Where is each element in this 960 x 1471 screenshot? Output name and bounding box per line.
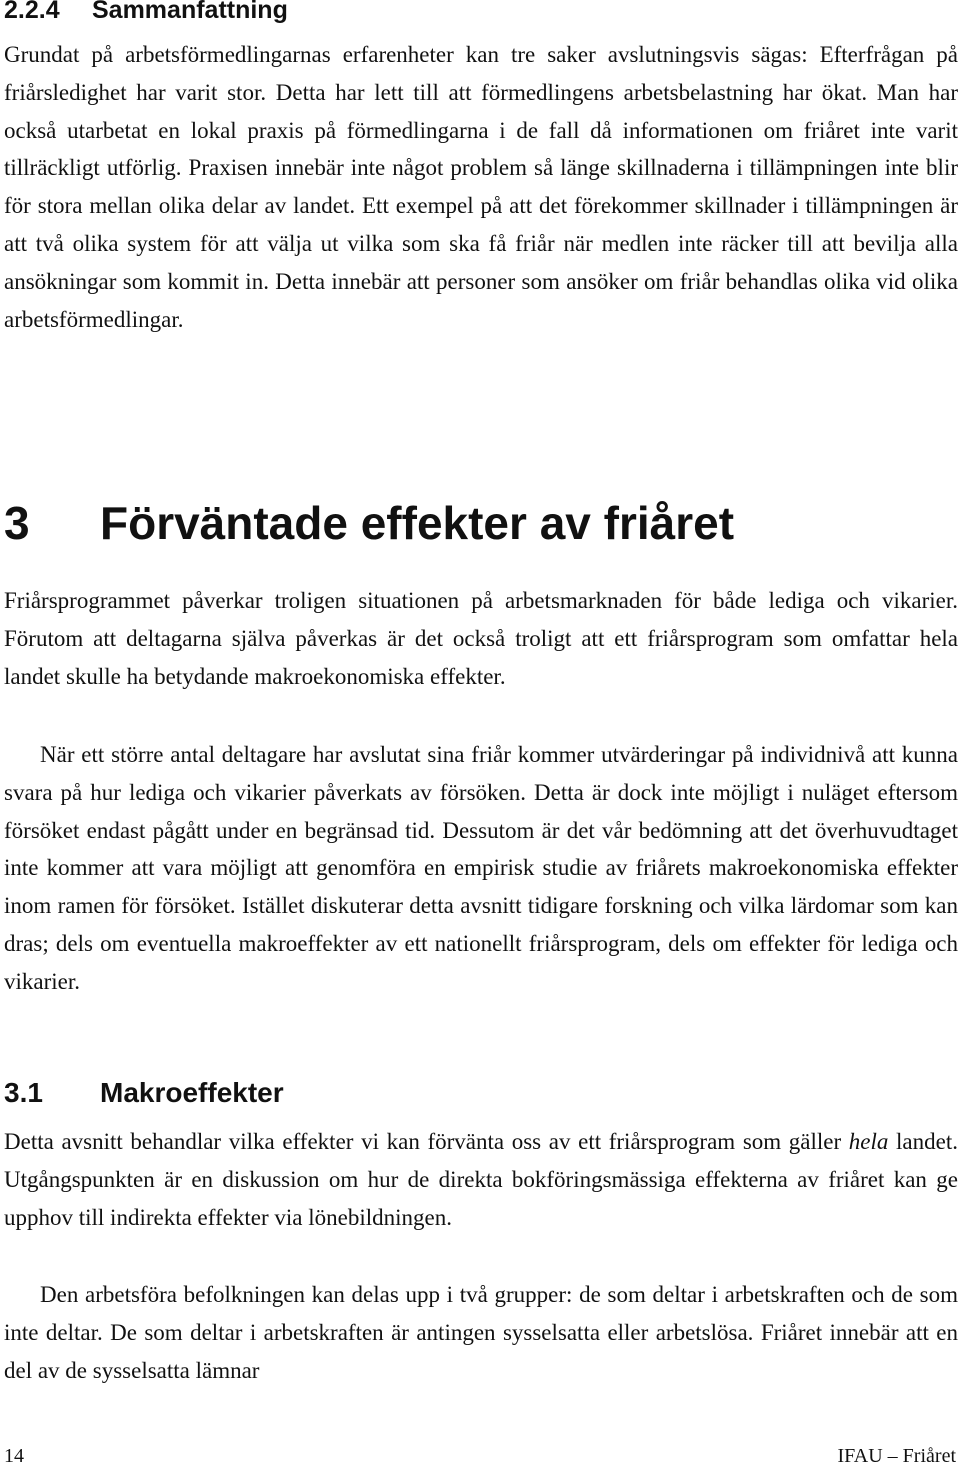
chapter-heading-3 (4, 497, 735, 549)
section-title: Makroeffekter (100, 1077, 284, 1108)
running-footer-title: IFAU – Friåret (837, 1445, 956, 1467)
section-number: 3.1 (4, 1077, 43, 1108)
chapter-paragraph-1: Friårsprogrammet påverkar troligen situationen på arbetsmarknaden för både lediga och vikarier. Förutom att deltagarna själva påverkas är det också troligt att ett friårsprogram som omfattar hela landet skulle ha betydande makroekonomiska effekter. (4, 588, 958, 689)
section-title: Sammanfattning (92, 0, 288, 24)
chapter-paragraph-2: När ett större antal deltagare har avslutat sina friår kommer utvärderingar på individnivå att kunna svara på hur lediga och vikarier påverkats av försöken. Detta är dock inte möjligt i nuläget eftersom försöket endast pågått under en begränsad tid. Dessutom är det vår bedömning att det överhuvudtaget inte kommer att vara möjligt att genomföra en empirisk studie av friårets makroekonomiska effekter inom ramen för försöket. Istället diskuterar detta avsnitt tidigare forskning och vilka lärdomar som kan dras; dels om eventuella makroeffekter av ett nationellt friårsprogram, dels om effekter för lediga och vikarier. (4, 742, 958, 994)
macro-paragraph-1-start: Detta avsnitt behandlar vilka effekter vi kan förvänta oss av ett friårsprogram som gäller (4, 1129, 849, 1154)
macro-paragraph-1-end: landet. Utgångspunkten är en diskussion om hur de direkta bokföringsmässiga effekterna av friåret kan ge upphov till indirekta effekter via lönebildningen. (4, 1129, 958, 1230)
chapter-number: 3 (4, 497, 30, 549)
summary-paragraph: Grundat på arbetsförmedlingarnas erfarenheter kan tre saker avslutningsvis sägas: Efterfrågan på friårsledighet har varit stor. Detta har lett till att förmedlingens arbetsbelastning har ökat. Man har också utarbetat en lokal praxis på förmedlingarna i de fall då informationen om friåret inte varit tillräckligt utförlig. Praxisen innebär inte något problem så länge skillnaderna i tillämpningen inte blir för stora mellan olika delar av landet. Ett exempel på att det förekommer skillnader i tillämpningen är att två olika system för att välja ut vilka som ska få friår när medlen inte räcker till att bevilja alla ansökningar som kommit in. Detta innebär att personer som ansöker om friår behandlas olika vid olika arbetsförmedlingar. (4, 42, 958, 332)
chapter-title: Förväntade effekter av friåret (100, 497, 735, 549)
section-heading-3-1 (4, 1079, 284, 1107)
section-number: 2.2.4 (4, 0, 60, 24)
macro-paragraph-1 (4, 1123, 958, 1236)
macro-paragraph-2: Den arbetsföra befolkningen kan delas upp i två grupper: de som deltar i arbetskraften och de som inte deltar. De som deltar i arbetskraften är antingen sysselsatta eller arbetslösa. Friåret innebär att en del av de sysselsatta lämnar (4, 1282, 958, 1383)
page-number: 14 (4, 1445, 24, 1467)
macro-paragraph-1-emphasis: hela (848, 1129, 889, 1154)
section-heading-2-2-4 (4, 0, 288, 23)
